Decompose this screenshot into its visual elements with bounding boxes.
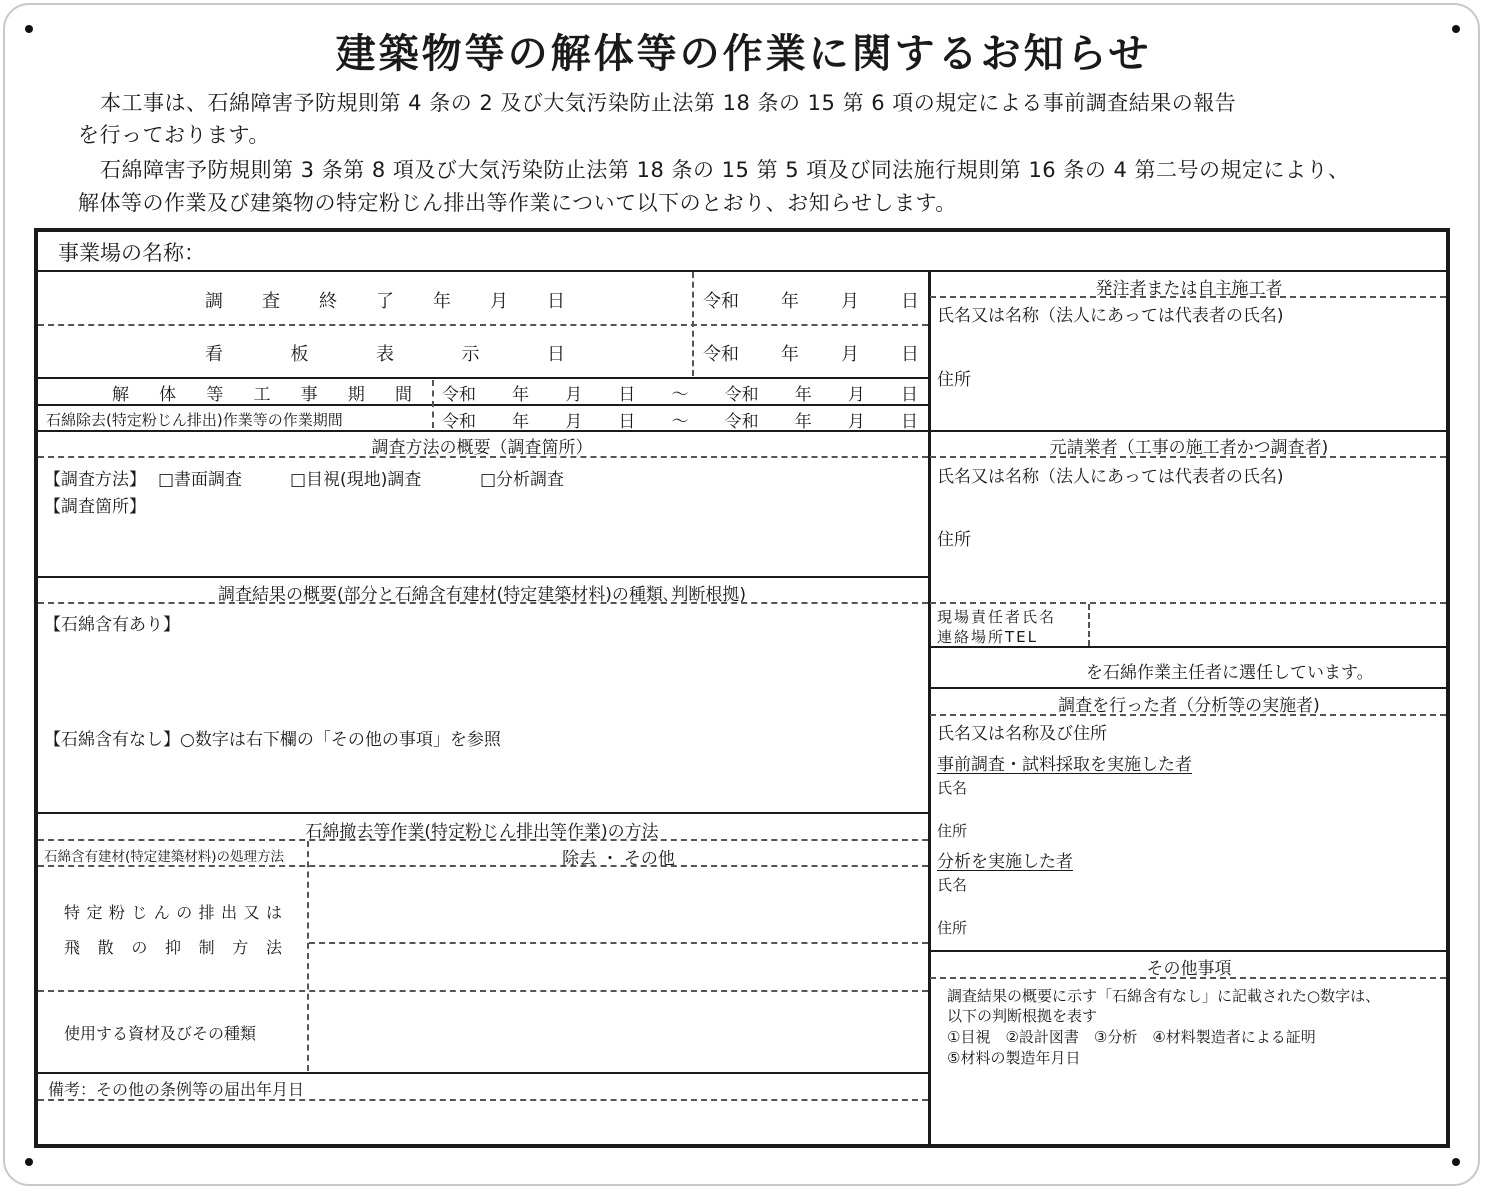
asbestos-absent-label: 【石綿含有なし】○数字は右下欄の「その他の事項」を参照 — [44, 730, 501, 750]
mounting-hole — [25, 1158, 33, 1166]
contractor-address-label: 住所 — [937, 530, 971, 550]
sign-display-date: 令和 年 月 日 — [703, 344, 919, 365]
other-items-header: その他事項 — [1146, 959, 1232, 979]
removal-method-header: 石綿撤去等作業(特定粉じん排出等作業)の方法 — [305, 822, 659, 842]
materials-used-label: 使用する資材及びその種類 — [64, 1024, 257, 1043]
asbestos-period-range: 令和 年 月 日 ～ 令和 年 月 日 — [442, 412, 918, 432]
demolition-period-range: 令和 年 月 日 ～ 令和 年 月 日 — [442, 385, 918, 405]
analysis-address-label: 住所 — [937, 919, 968, 937]
survey-method-label: 【調査方法】 — [44, 470, 146, 490]
pre-survey-name-label: 氏名 — [937, 779, 968, 797]
other-items-line-1: 調査結果の概要に示す「石綿含有なし」に記載された○数字は、 — [947, 987, 1381, 1005]
intro-line-1: 本工事は、石綿障害予防規則第 4 条の 2 及び大気汚染防止法第 18 条の 15 第 6 項の規定による事前調査結果の報告 — [100, 91, 1237, 115]
survey-option-document[interactable]: □書面調査 — [158, 470, 243, 490]
notice-title: 建築物等の解体等の作業に関するお知らせ — [335, 31, 1152, 77]
orderer-header: 発注者または自主施工者 — [1095, 279, 1283, 299]
contact-tel-label: 連絡場所TEL — [937, 628, 1038, 646]
orderer-address-label: 住所 — [937, 370, 971, 390]
material-handling-label: 石綿含有建材(特定建築材料)の処理方法 — [44, 849, 285, 865]
asbestos-period-label: 石綿除去(特定粉じん排出)作業等の作業期間 — [46, 411, 343, 429]
survey-result-header: 調査結果の概要(部分と石綿含有建材(特定建築材料)の種類､判断根拠) — [217, 585, 747, 605]
surveyor-name-address-label: 氏名又は名称及び住所 — [937, 724, 1107, 744]
chief-assignment-text: を石綿作業主任者に選任しています。 — [1086, 663, 1374, 683]
mounting-hole — [1452, 1158, 1460, 1166]
pre-survey-label: 事前調査・試料採取を実施した者 — [937, 755, 1192, 775]
contractor-header: 元請業者（工事の施工者かつ調査者) — [1049, 438, 1329, 458]
asbestos-present-label: 【石綿含有あり】 — [44, 615, 180, 635]
contractor-name-label: 氏名又は名称（法人にあっては代表者の氏名) — [937, 467, 1284, 487]
survey-method-header: 調査方法の概要（調査箇所） — [371, 438, 593, 458]
surveyor-header: 調査を行った者（分析等の実施者) — [1058, 696, 1320, 716]
remarks-label: 備考：その他の条例等の届出年月日 — [48, 1080, 305, 1099]
demolition-period-label: 解 体 等 工 事 期 間 — [112, 385, 412, 405]
other-items-line-2: 以下の判断根拠を表す — [947, 1007, 1098, 1025]
survey-option-analysis[interactable]: □分析調査 — [480, 470, 565, 490]
sign-display-label: 看 板 表 示 日 — [205, 344, 565, 365]
analysis-name-label: 氏名 — [937, 876, 968, 894]
dust-control-label-line1: 特 定 粉 じ ん の 排 出 又 は — [64, 903, 282, 922]
survey-end-label: 調 査 終 了 年 月 日 — [205, 291, 565, 312]
intro-line-2: を行っております。 — [78, 123, 270, 147]
site-name-label: 事業場の名称： — [58, 241, 205, 265]
removal-other-label: 除去 ・ その他 — [562, 849, 675, 869]
intro-line-4: 解体等の作業及び建築物の特定粉じん排出等作業について以下のとおり、お知らせします。 — [78, 191, 957, 215]
site-manager-label: 現場責任者氏名 — [937, 608, 1057, 626]
intro-line-3: 石綿障害予防規則第 3 条第 8 項及び大気汚染防止法第 18 条の 15 第 5 項及び同法施行規則第 16 条の 4 第二号の規定により、 — [100, 158, 1350, 182]
other-items-line-4: ⑤材料の製造年月日 — [947, 1049, 1081, 1067]
survey-option-visual[interactable]: □目視(現地)調査 — [290, 470, 422, 490]
dust-control-label-line2: 飛 散 の 抑 制 方 法 — [64, 938, 282, 957]
other-items-line-3: ①目視 ②設計図書 ③分析 ④材料製造者による証明 — [947, 1028, 1316, 1046]
survey-location-label: 【調査箇所】 — [44, 497, 146, 517]
pre-survey-address-label: 住所 — [937, 822, 968, 840]
analysis-label: 分析を実施した者 — [937, 852, 1073, 872]
orderer-name-label: 氏名又は名称（法人にあっては代表者の氏名) — [937, 306, 1284, 326]
survey-end-date: 令和 年 月 日 — [703, 291, 919, 312]
